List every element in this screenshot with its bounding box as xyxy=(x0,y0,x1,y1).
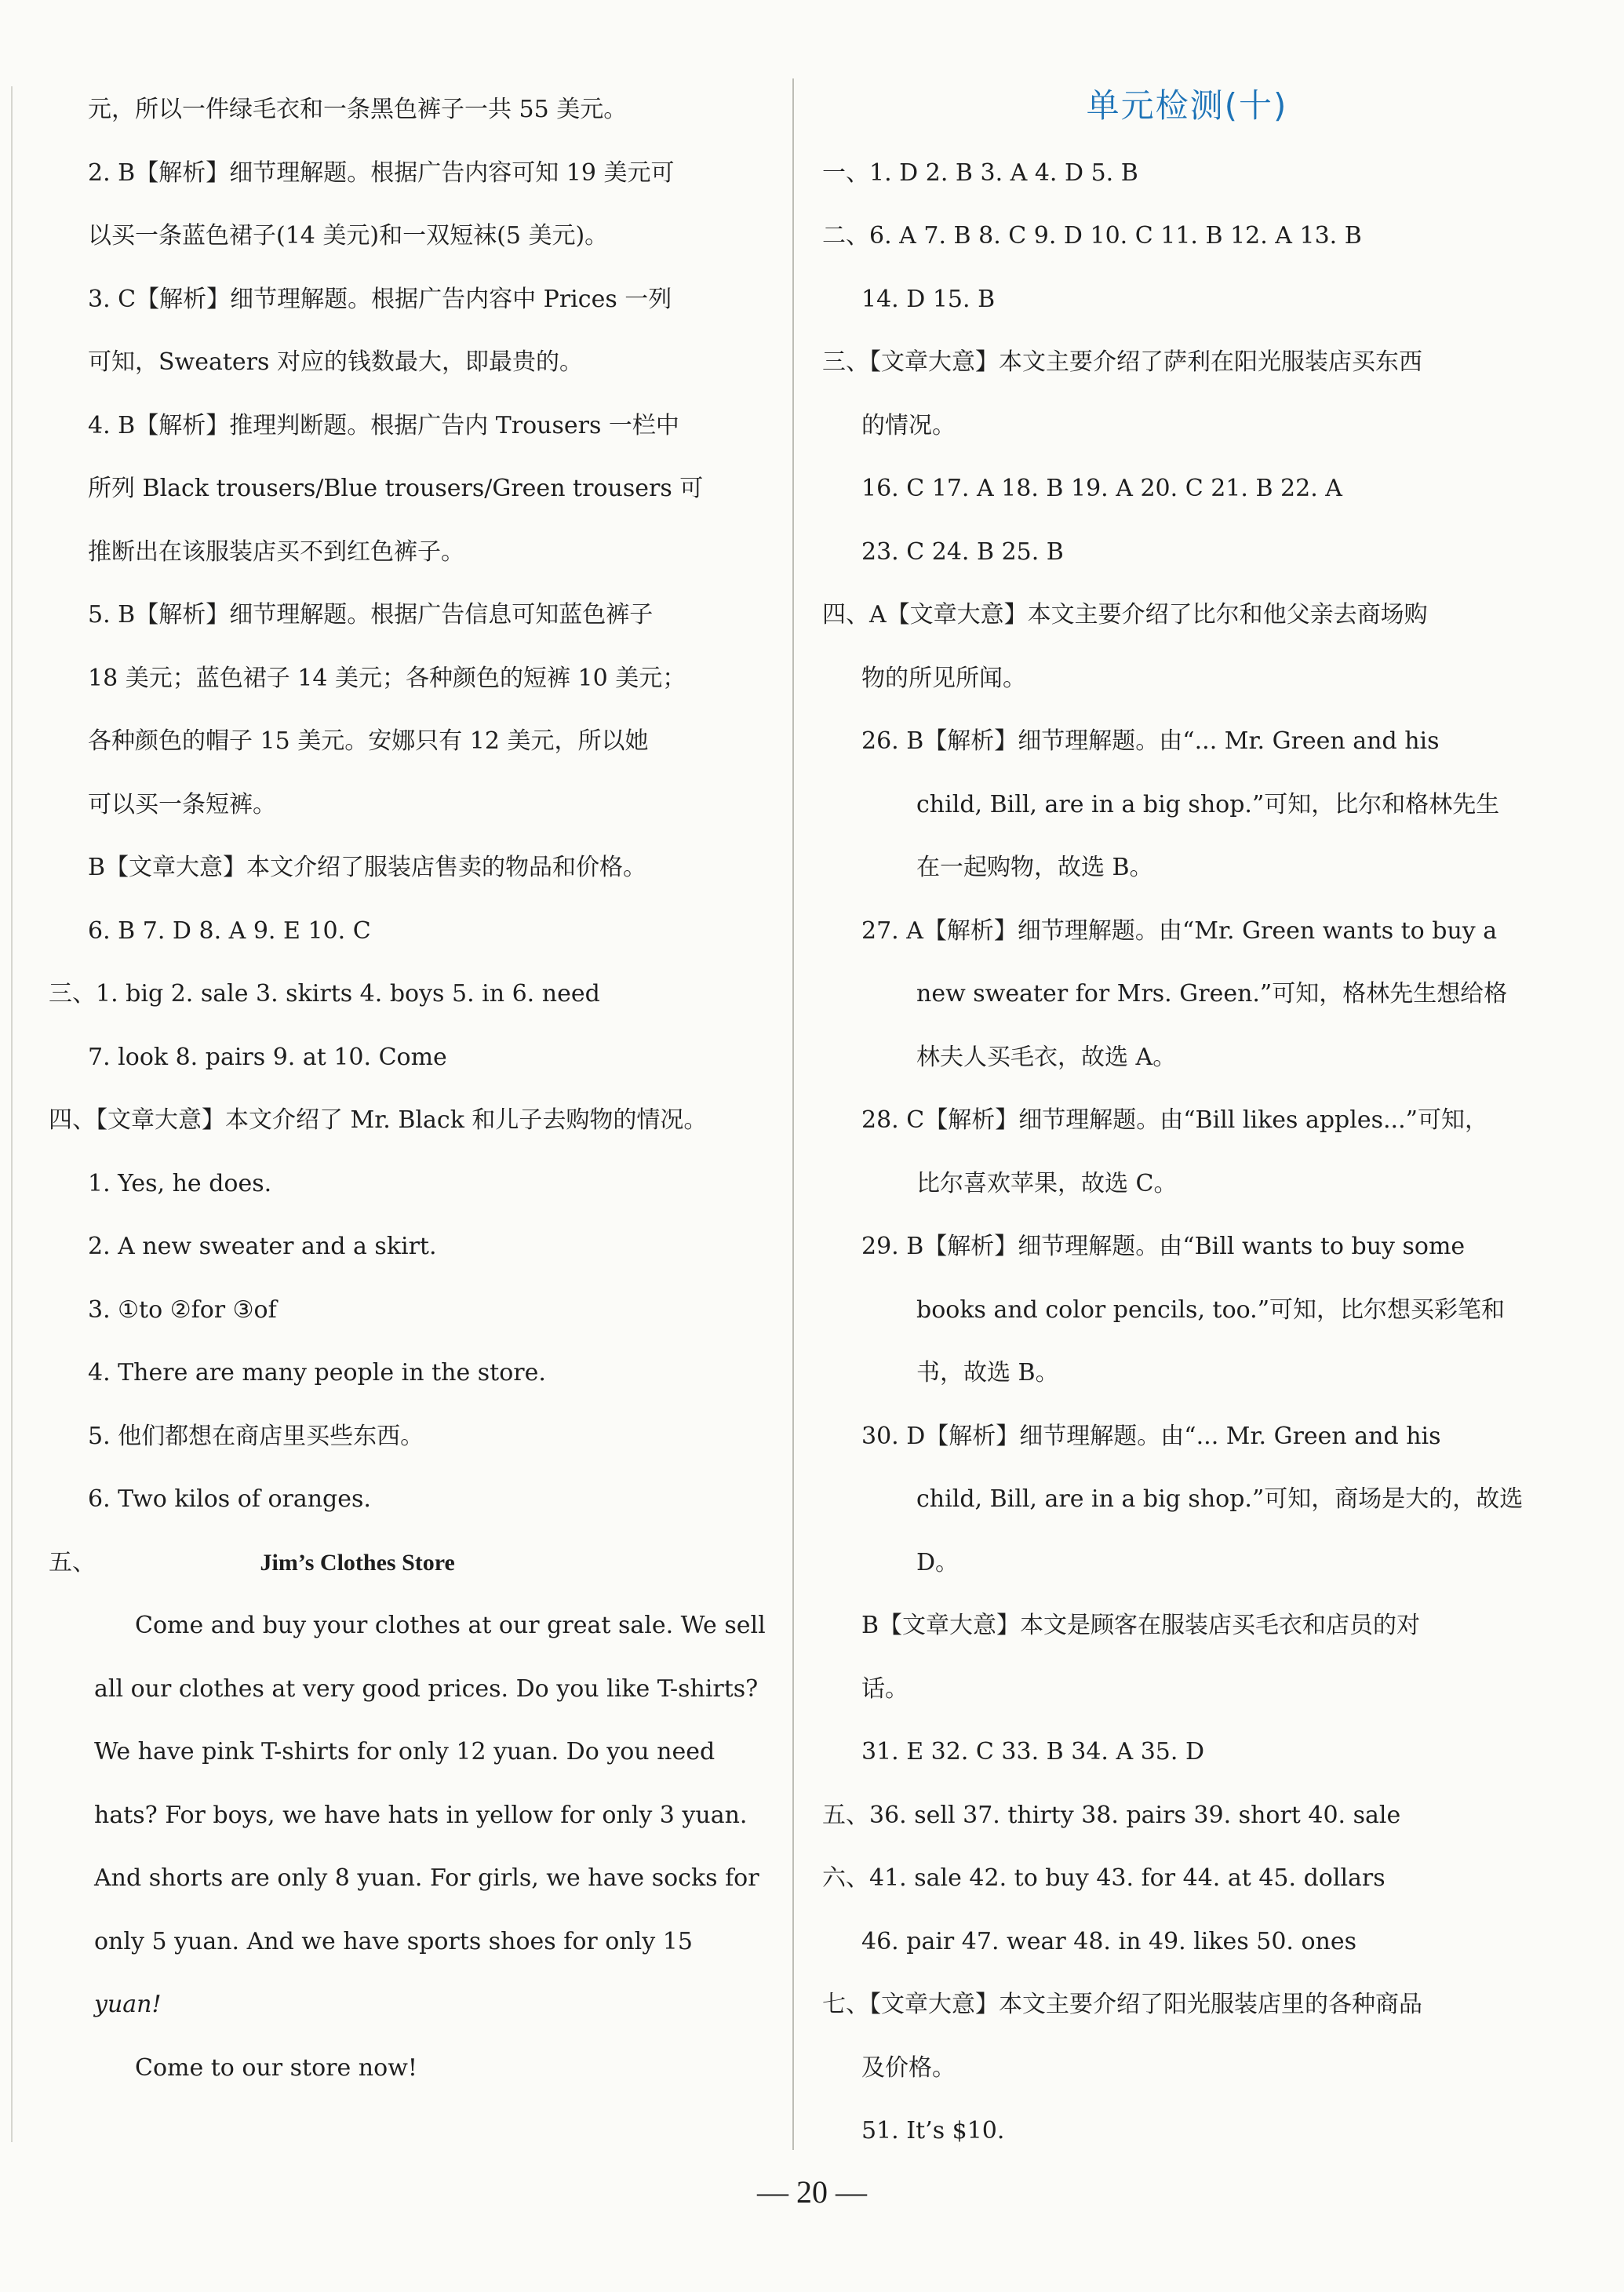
answer-4-line-1: 4. B【解析】推理判断题。根据广告内 Trousers 一栏中 xyxy=(88,411,679,439)
left-column xyxy=(49,78,774,2100)
answer-2-line-1: 2. B【解析】细节理解题。根据广告内容可知 19 美元可 xyxy=(88,159,675,187)
answer-27-line-1: 27. A【解析】细节理解题。由“Mr. Green wants to buy a xyxy=(861,916,1498,945)
answer-26-line-3: 在一起购物，故选 B。 xyxy=(916,854,1153,881)
part-7-summary-line-2: 及价格。 xyxy=(861,2053,956,2082)
essay-line-4: hats? For boys, we have hats in yellow for only 3 yuan. xyxy=(94,1801,748,1829)
part-2-answers-line-1: 二、6. A 7. B 8. C 9. D 10. C 11. B 12. A 13. B xyxy=(822,222,1362,250)
section-4-answer-6: 6. Two kilos of oranges. xyxy=(88,1485,371,1513)
answer-28-line-1: 28. C【解析】细节理解题。由“Bill likes apples...”可知， xyxy=(861,1106,1488,1134)
part-4b-summary-line-2: 话。 xyxy=(861,1674,908,1703)
answer-30-line-3: D。 xyxy=(916,1548,959,1576)
answer-5-line-3: 各种颜色的帽子 15 美元。安娜只有 12 美元，所以她 xyxy=(88,727,649,755)
section-3-answers-line-2: 7. look 8. pairs 9. at 10. Come xyxy=(88,1043,447,1071)
section-3-answers-line-1: 三、1. big 2. sale 3. skirts 4. boys 5. in 6. need xyxy=(49,980,600,1008)
part-4-summary-line-1: 四、A【文章大意】本文主要介绍了比尔和他父亲去商场购 xyxy=(822,601,1428,629)
part-7-summary-line-1: 七、【文章大意】本文主要介绍了阳光服装店里的各种商品 xyxy=(822,1991,1422,2018)
answer-28-line-2: 比尔喜欢苹果，故选 C。 xyxy=(916,1169,1178,1197)
part-3-answers-line-1: 16. C 17. A 18. B 19. A 20. C 21. B 22. A xyxy=(861,475,1342,502)
answer-30-line-1: 30. D【解析】细节理解题。由“... Mr. Green and his xyxy=(861,1422,1441,1450)
part-5-answers: 五、36. sell 37. thirty 38. pairs 39. short 40. sale xyxy=(822,1801,1401,1829)
section-b-answers: 6. B 7. D 8. A 9. E 10. C xyxy=(88,916,371,945)
essay-line-2: all our clothes at very good prices. Do you like T-shirts? xyxy=(94,1674,759,1703)
part-3-summary-line-2: 的情况。 xyxy=(861,411,956,439)
page-number: — 20 — xyxy=(757,2174,867,2210)
section-b-summary: B【文章大意】本文介绍了服装店售卖的物品和价格。 xyxy=(88,854,647,881)
answer-29-line-3: 书，故选 B。 xyxy=(916,1359,1059,1386)
unit-test-title: 单元检测(十) xyxy=(1086,86,1288,125)
section-4-answer-4: 4. There are many people in the store. xyxy=(88,1359,546,1386)
answer-4-line-3: 推断出在该服装店买不到红色裤子。 xyxy=(88,537,464,566)
part-1-answers: 一、1. D 2. B 3. A 4. D 5. B xyxy=(822,159,1138,187)
answer-29-line-1: 29. B【解析】细节理解题。由“Bill wants to buy some xyxy=(861,1233,1466,1260)
page-edge-line xyxy=(11,86,13,2142)
answer-26-line-2: child, Bill, are in a big shop.”可知，比尔和格林先生 xyxy=(916,790,1500,818)
essay-line-5: And shorts are only 8 yuan. For girls, we have socks for xyxy=(94,1864,759,1892)
part-3-answers-line-2: 23. C 24. B 25. B xyxy=(861,537,1064,566)
part-4b-summary-line-1: B【文章大意】本文是顾客在服装店买毛衣和店员的对 xyxy=(861,1612,1421,1639)
answer-29-line-2: books and color pencils, too.”可知，比尔想买彩笔和 xyxy=(916,1295,1506,1324)
answer-26-line-1: 26. B【解析】细节理解题。由“... Mr. Green and his xyxy=(861,727,1440,755)
column-divider xyxy=(792,78,794,2150)
answer-line: 元，所以一件绿毛衣和一条黑色裤子一共 55 美元。 xyxy=(88,96,628,123)
answer-3-line-1: 3. C【解析】细节理解题。根据广告内容中 Prices 一列 xyxy=(88,285,672,313)
essay-line-7: yuan! xyxy=(94,1991,162,2018)
answer-5-line-4: 可以买一条短裤。 xyxy=(88,790,276,818)
section-4-answer-5: 5. 他们都想在商店里买些东西。 xyxy=(88,1422,424,1450)
part-3-summary-line-1: 三、【文章大意】本文主要介绍了萨利在阳光服装店买东西 xyxy=(822,348,1422,376)
essay-line-3: We have pink T-shirts for only 12 yuan. Do you need xyxy=(94,1738,716,1765)
part-4b-answers: 31. E 32. C 33. B 34. A 35. D xyxy=(861,1738,1204,1765)
section-5-label: 五、 xyxy=(49,1548,96,1576)
section-4-answer-3: 3. ①to ②for ③of xyxy=(88,1295,277,1324)
part-6-answers-line-2: 46. pair 47. wear 48. in 49. likes 50. ones xyxy=(861,1927,1357,1955)
essay-line-1: Come and buy your clothes at our great sale. We sell xyxy=(135,1612,766,1639)
store-title: Jim’s Clothes Store xyxy=(260,1549,455,1576)
section-4-answer-2: 2. A new sweater and a skirt. xyxy=(88,1233,437,1260)
answer-2-line-2: 以买一条蓝色裙子(14 美元)和一双短袜(5 美元)。 xyxy=(88,222,609,250)
essay-line-8: Come to our store now! xyxy=(135,2053,417,2082)
answer-4-line-2: 所列 Black trousers/Blue trousers/Green trousers 可 xyxy=(88,475,704,502)
answer-3-line-2: 可知，Sweaters 对应的钱数最大，即最贵的。 xyxy=(88,348,583,376)
answer-27-line-2: new sweater for Mrs. Green.”可知，格林先生想给格 xyxy=(916,980,1508,1008)
part-2-answers-line-2: 14. D 15. B xyxy=(861,285,996,313)
essay-line-6: only 5 yuan. And we have sports shoes for only 15 xyxy=(94,1927,693,1955)
part-6-answers-line-1: 六、41. sale 42. to buy 43. for 44. at 45. dollars xyxy=(822,1864,1385,1892)
part-4-summary-line-2: 物的所见所闻。 xyxy=(861,664,1026,692)
section-4-summary: 四、【文章大意】本文介绍了 Mr. Black 和儿子去购物的情况。 xyxy=(49,1106,708,1134)
answer-5-line-1: 5. B【解析】细节理解题。根据广告信息可知蓝色裤子 xyxy=(88,601,654,629)
section-5-header xyxy=(49,1532,774,1595)
section-4-answer-1: 1. Yes, he does. xyxy=(88,1169,272,1197)
right-column xyxy=(822,78,1552,2163)
answer-30-line-2: child, Bill, are in a big shop.”可知，商场是大的，故选 xyxy=(916,1485,1524,1513)
answer-51: 51. It’s $10. xyxy=(861,2117,1005,2144)
answer-5-line-2: 18 美元；蓝色裙子 14 美元；各种颜色的短裤 10 美元； xyxy=(88,664,686,692)
answer-27-line-3: 林夫人买毛衣，故选 A。 xyxy=(916,1043,1177,1071)
